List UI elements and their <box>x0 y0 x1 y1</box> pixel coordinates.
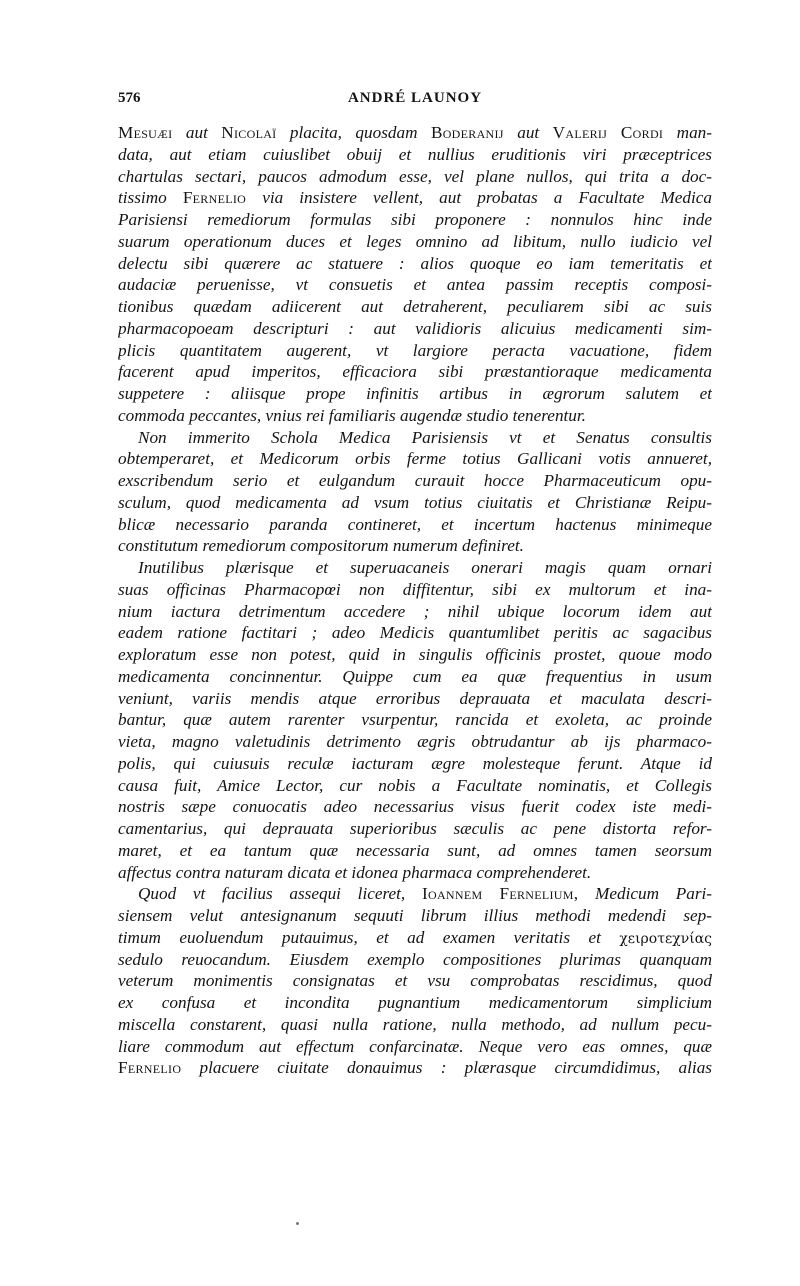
text-line <box>118 905 712 927</box>
small-caps-name: Ioannem Fernelium, <box>421 884 579 904</box>
small-caps-name: Boderanij <box>430 123 504 142</box>
text-segment: suas officinas Pharmacopœi non diffitentur, sibi ex multorum et ina- <box>118 579 712 599</box>
text-segment: Non immerito Schola Medica Parisiensis vt et Senatus consultis <box>138 427 712 447</box>
text-segment: medicamenta concinnentur. Quippe cum ea quæ frequentius in usum <box>118 666 712 686</box>
text-segment: blicæ necessario paranda contineret, et incertum hactenus minimeque <box>118 514 712 534</box>
text-segment: bantur, quæ autem rarenter vsurpentur, rancida et exoleta, ac proinde <box>118 710 712 730</box>
page-number: 576 <box>118 90 141 106</box>
text-segment: placita, quosdam <box>276 123 431 142</box>
text-line <box>118 601 712 623</box>
text-segment: vieta, magno valetudinis detrimento ægris obtrudantur ab ijs pharmaco- <box>118 732 712 751</box>
small-caps-name: Fernelio <box>118 1058 182 1078</box>
text-line <box>118 448 712 470</box>
text-segment: sculum, quod medicamenta ad vsum totius ciuitatis et Christianæ Reipu- <box>118 492 712 512</box>
text-line <box>118 992 712 1014</box>
text-segment: Medicum Pari- <box>578 884 712 904</box>
text-line <box>118 644 712 666</box>
text-segment: maret, et ea tantum quæ necessaria sunt, ad omnes tamen seorsum <box>118 840 712 860</box>
text-line <box>118 949 712 971</box>
text-line <box>118 862 712 884</box>
text-line <box>118 274 712 296</box>
text-segment: chartulas sectari, paucos admodum esse, vel plane nullos, qui trita a doc- <box>118 166 712 186</box>
text-segment: plicis quantitatem augerent, vt largiore peracta vacuatione, fidem <box>118 340 712 360</box>
text-segment: suppetere : aliisque prope infinitis artibus in ægrorum salutem et <box>118 384 712 403</box>
text-segment: siensem velut antesignanum sequuti librum illius methodi medendi sep- <box>118 906 712 925</box>
text-line <box>118 166 712 188</box>
text-segment: Parisiensi remediorum formulas sibi proponere : nonnulos hinc inde <box>118 210 712 229</box>
text-line <box>118 144 712 166</box>
text-segment: pharmacopoeam descripturi : aut validioris alicuius medicamenti sim- <box>118 318 712 338</box>
text-segment: ex confusa et incondita pugnantium medicamentorum simplicium <box>118 993 712 1012</box>
text-line <box>118 1057 712 1079</box>
text-line <box>118 1014 712 1036</box>
text-line <box>118 883 712 905</box>
text-segment: commoda peccantes, vnius rei familiaris augendæ studio tenerentur. <box>118 405 586 425</box>
text-segment: liare commodum aut effectum confarcinatæ. Neque vero eas omnes, quæ <box>118 1036 712 1056</box>
text-segment: exscribendum serio et eulgandum curauit hocce Pharmaceuticum opu- <box>118 471 712 490</box>
text-line <box>118 296 712 318</box>
text-segment: Quod vt facilius assequi liceret, <box>138 884 422 904</box>
text-segment: suarum operationum duces et leges omnino ad libitum, nullo iudicio vel <box>118 231 712 251</box>
text-segment: camentarius, qui deprauata superioribus sæculis ac pene distorta refor- <box>118 819 712 838</box>
text-line <box>118 666 712 688</box>
text-line <box>118 514 712 536</box>
text-segment: exploratum esse non potest, quid in singulis officinis prostet, quoue modo <box>118 645 712 664</box>
text-line <box>118 796 712 818</box>
text-segment: Inutilibus plærisque et superuacaneis onerari magis quam ornari <box>138 558 712 577</box>
text-segment: eadem ratione factitari ; adeo Medicis quantumlibet peritis ac sagacibus <box>118 623 712 643</box>
small-caps-name: Valerij Cordi <box>552 123 664 142</box>
text-line <box>118 557 712 579</box>
text-line <box>118 318 712 340</box>
text-segment: sedulo reuocandum. Eiusdem exemplo compositiones plurimas quanquam <box>118 949 712 969</box>
small-caps-name: Fernelio <box>182 188 247 208</box>
text-line <box>118 709 712 731</box>
text-segment: causa fuit, Amice Lector, cur nobis a Facultate nominatis, et Collegis <box>118 775 712 795</box>
text-line <box>118 579 712 601</box>
text-line <box>118 470 712 492</box>
text-segment: nostris sæpe conuocatis adeo necessarius visus fuerit codex iste medi- <box>118 797 712 817</box>
text-segment: tionibus quædam adiicerent aut detraherent, peculiarem sibi ac suis <box>118 297 712 316</box>
text-segment: nium iactura detrimentum accedere ; nihil ubique locorum idem aut <box>118 601 712 621</box>
text-line <box>118 622 712 644</box>
text-line <box>118 427 712 449</box>
text-segment: obtemperaret, et Medicorum orbis ferme totius Gallicani votis annueret, <box>118 449 712 469</box>
text-line <box>118 818 712 840</box>
text-segment: data, aut etiam cuiuslibet obuij et nullius eruditionis viri præceptrices <box>118 144 712 164</box>
text-segment: aut <box>503 123 553 142</box>
text-segment: veterum monimentis consignatas et vsu comprobatas rescidimus, quod <box>118 971 712 991</box>
text-line <box>118 122 712 144</box>
text-segment: polis, qui cuiusuis reculæ iacturam ægre molesteque ferunt. Atque id <box>118 753 712 773</box>
text-segment: constitutum remediorum compositorum numerum definiret. <box>118 536 524 556</box>
small-caps-name: Nicolaï <box>221 123 277 142</box>
text-segment: miscella constarent, quasi nulla ratione, nulla methodo, ad nullum pecu- <box>118 1014 712 1034</box>
text-line <box>118 492 712 514</box>
text-segment: aut <box>172 123 222 142</box>
text-line <box>118 187 712 209</box>
print-speck <box>296 1222 299 1225</box>
page-header <box>118 90 712 112</box>
text-segment: man- <box>663 123 712 142</box>
text-line <box>118 383 712 405</box>
text-line <box>118 253 712 275</box>
text-segment: affectus contra naturam dicata et idonea pharmaca comprehenderet. <box>118 862 592 882</box>
text-line <box>118 970 712 992</box>
body-text <box>118 122 712 1079</box>
text-line <box>118 535 712 557</box>
running-head: ANDRÉ LAUNOY <box>347 90 483 106</box>
text-segment: tissimo <box>118 188 183 208</box>
text-segment: placuere ciuitate donauimus : plærasque circumdidimus, alias <box>181 1058 712 1078</box>
text-line <box>118 340 712 362</box>
small-caps-name: Mesuæi <box>118 123 173 142</box>
text-line <box>118 1036 712 1058</box>
greek-word: χειροτεχνίας <box>619 930 712 947</box>
text-segment: veniunt, variis mendis atque erroribus deprauata et maculata descri- <box>118 688 712 708</box>
text-segment: timum euoluendum putauimus, et ad examen veritatis et <box>118 927 620 947</box>
text-line <box>118 927 712 949</box>
text-segment: delectu sibi quærere ac statuere : alios quoque eo iam temeritatis et <box>118 253 712 273</box>
text-segment: facerent apud imperitos, efficaciora sibi præstantioraque medicamenta <box>118 362 712 382</box>
text-segment: audaciæ peruenisse, vt consuetis et antea passim receptis composi- <box>118 275 712 295</box>
text-line <box>118 231 712 253</box>
text-segment: via insistere vellent, aut probatas a Facultate Medica <box>246 188 712 208</box>
text-line <box>118 840 712 862</box>
text-line <box>118 209 712 231</box>
text-line <box>118 361 712 383</box>
text-line <box>118 688 712 710</box>
text-line <box>118 405 712 427</box>
text-line <box>118 731 712 753</box>
text-line <box>118 753 712 775</box>
text-line <box>118 775 712 797</box>
